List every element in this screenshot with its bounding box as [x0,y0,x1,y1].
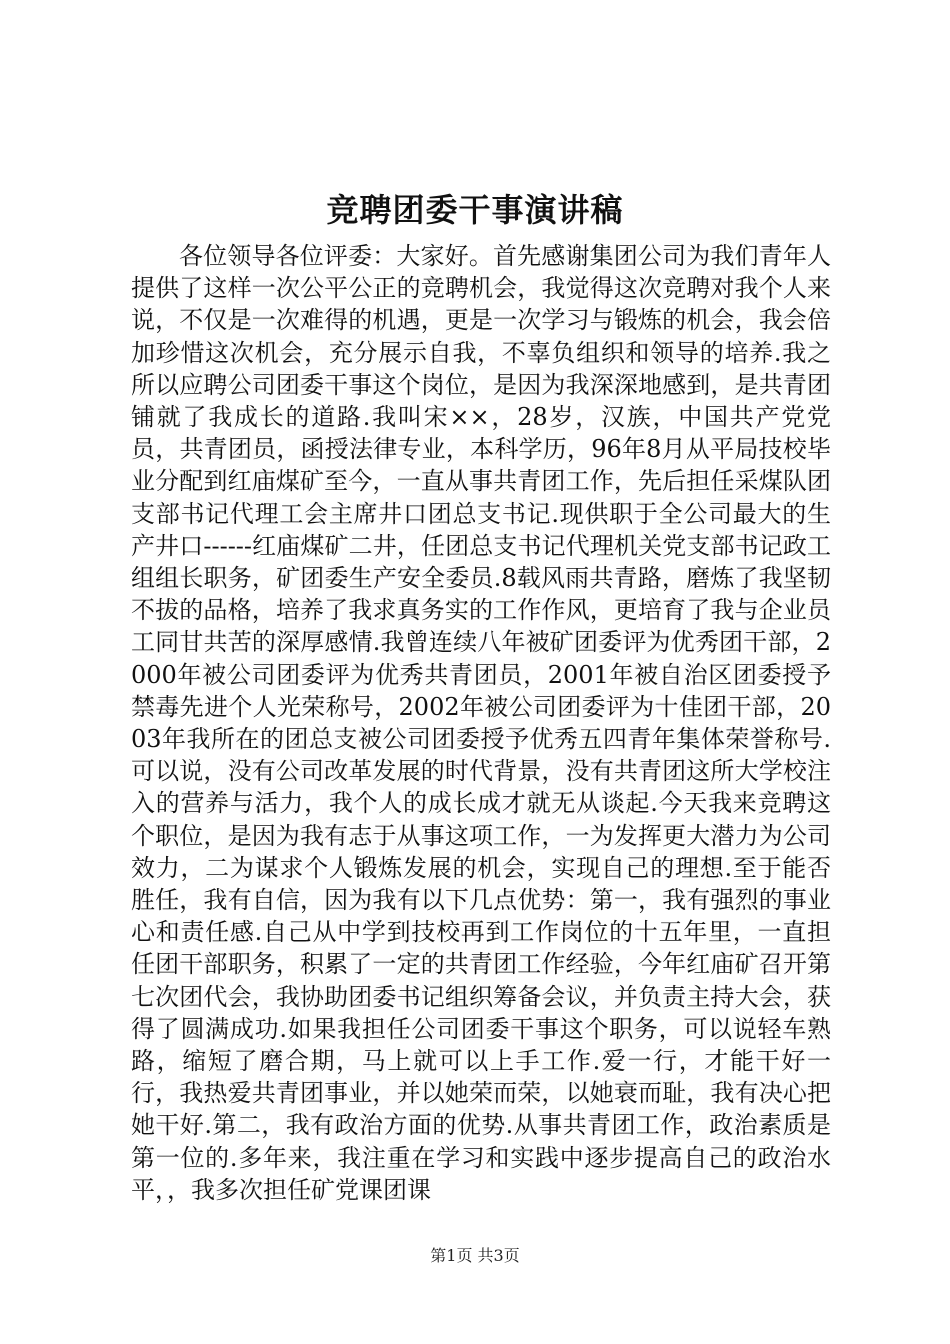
document-body-paragraph: 各位领导各位评委：大家好。首先感谢集团公司为我们青年人提供了这样一次公平公正的竞聘机会，我觉得这次竞聘对我个人来说，不仅是一次难得的机遇，更是一次学习与锻炼的机会，我会倍加珍惜这次机会，充分展示自我，不辜负组织和领导的培养.我之所以应聘公司团委干事这个岗位，是因为我深深地感到，是共青团铺就了我成长的道路.我叫宋××，28岁，汉族，中国共产党党员，共青团员，函授法律专业，本科学历，96年8月从平局技校毕业分配到红庙煤矿至今，一直从事共青团工作，先后担任采煤队团支部书记代理工会主席井口团总支书记.现供职于全公司最大的生产井口------红庙煤矿二井，任团总支书记代理机关党支部书记政工组组长职务，矿团委生产安全委员.8载风雨共青路，磨炼了我坚韧不拔的品格，培养了我求真务实的工作作风，更培育了我与企业员工同甘共苦的深厚感情.我曾连续八年被矿团委评为优秀团干部，2000年被公司团委评为优秀共青团员，2001年被自治区团委授予禁毒先进个人光荣称号，2002年被公司团委评为十佳团干部，2003年我所在的团总支被公司团委授予优秀五四青年集体荣誉称号.可以说，没有公司改革发展的时代背景，没有共青团这所大学校注入的营养与活力，我个人的成长成才就无从谈起.今天我来竞聘这个职位，是因为我有志于从事这项工作，一为发挥更大潜力为公司效力，二为谋求个人锻炼发展的机会，实现自己的理想.至于能否胜任，我有自信，因为我有以下几点优势：第一，我有强烈的事业心和责任感.自己从中学到技校再到工作岗位的十五年里，一直担任团干部职务，积累了一定的共青团工作经验，今年红庙矿召开第七次团代会，我协助团委书记组织筹备会议，并负责主持大会，获得了圆满成功.如果我担任公司团委干事这个职务，可以说轻车熟路，缩短了磨合期，马上就可以上手工作.爱一行，才能干好一行，我热爱共青团事业，并以她荣而荣，以她衰而耻，我有决心把她干好.第二，我有政治方面的优势.从事共青团工作，政治素质是第一位的.多年来，我注重在学习和实践中逐步提高自己的政治水平，，我多次担任矿党课团课 [131,242,831,1204]
document-title: 竞聘团委干事演讲稿 [326,191,624,229]
page-indicator: 第1页 共3页 [430,1246,520,1265]
